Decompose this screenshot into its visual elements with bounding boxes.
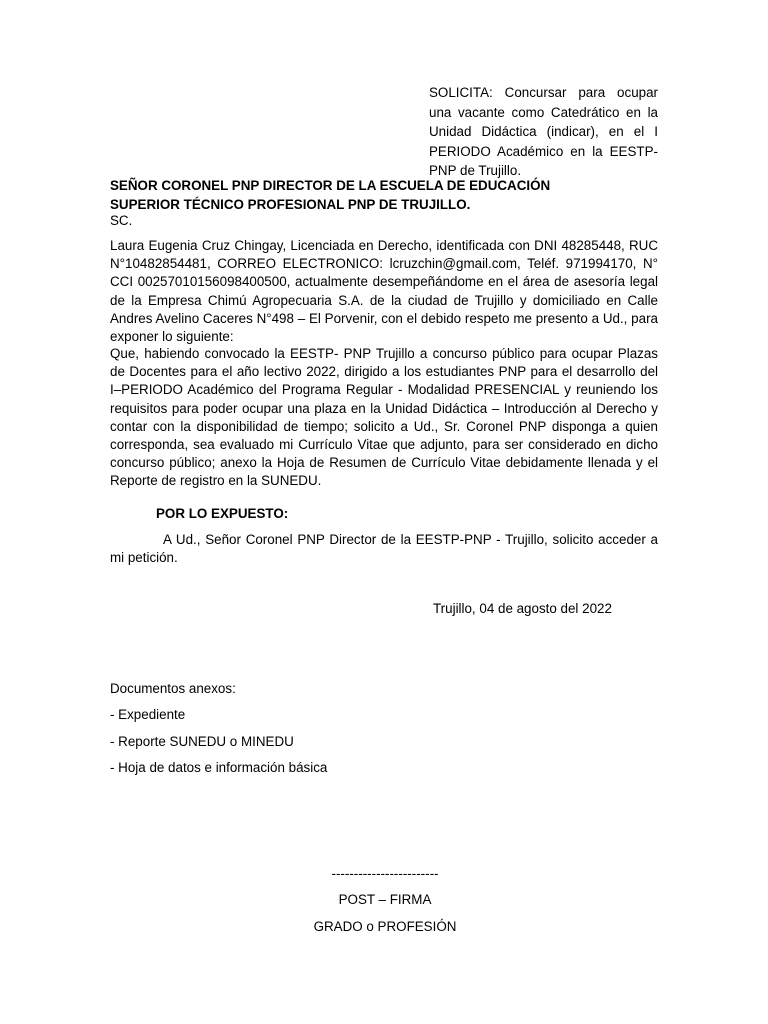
annex-item: - Reporte SUNEDU o MINEDU — [110, 734, 294, 749]
annex-item: - Expediente — [110, 707, 186, 722]
salutation-sc: SC. — [110, 213, 133, 228]
addressee-block — [110, 177, 658, 214]
place-and-date: Trujillo, 04 de agosto del 2022 — [433, 601, 612, 616]
degree-or-profession-label: GRADO o PROFESIÓN — [313, 919, 457, 934]
por-lo-expuesto-heading: POR LO EXPUESTO: — [156, 506, 289, 521]
request-body-paragraph: Que, habiendo convocado la EESTP- PNP Trujillo a concurso público para ocupar Plazas de Docentes para el año lectivo 2022, dirigido a los estudiantes PNP para el desarrollo del I–PERIODO Académico del Programa Regular - Modalidad PRESENCIAL y reuniendo los requisitos para poder ocupar una plaza en la Unidad Didáctica – Introducción al Derecho y contar con la disponibilidad de tiempo; solicito a Ud., Sr. Coronel PNP disponga a quien corresponda, sea evaluado mi Currículo Vitae que adjunto, para ser considerado en dicho concurso público; anexo la Hoja de Resumen de Currículo Vitae debidamente llenada y el Reporte de registro en la SUNEDU. — [110, 346, 658, 489]
addressee-line-1: SEÑOR CORONEL PNP DIRECTOR DE LA ESCUELA DE EDUCACIÓN — [110, 178, 551, 193]
applicant-identification-paragraph: Laura Eugenia Cruz Chingay, Licenciada en Derecho, identificada con DNI 48285448, RUC N°10482854481, CORREO ELECTRONICO: lcruzchin@gmail.com, Teléf. 971994170, N° CCI 00257010156098400500, actualmente desempeñándome en el área de asesoría legal de la Empresa Chimú Agropecuaria S.A. de la ciudad de Trujillo y domiciliado en Calle Andres Avelino Caceres N°498 – El Porvenir, con el debido respeto me presento a Ud., para exponer lo siguiente: — [110, 238, 658, 345]
signature-line: ------------------------ — [331, 866, 439, 881]
signature-label: POST – FIRMA — [338, 892, 432, 907]
solicita-summary: SOLICITA: Concursar para ocupar una vacante como Catedrático en la Unidad Didáctica (indicar), en el I PERIODO Académico en la EESTP-PNP de Trujillo. — [429, 85, 658, 179]
addressee-line-2: SUPERIOR TÉCNICO PROFESIONAL PNP DE TRUJILLO. — [110, 196, 471, 212]
annexes-title: Documentos anexos: — [110, 681, 236, 696]
closing-paragraph: A Ud., Señor Coronel PNP Director de la EESTP-PNP - Trujillo, solicito acceder a mi petición. — [110, 532, 658, 566]
annex-item: - Hoja de datos e información básica — [110, 760, 328, 775]
